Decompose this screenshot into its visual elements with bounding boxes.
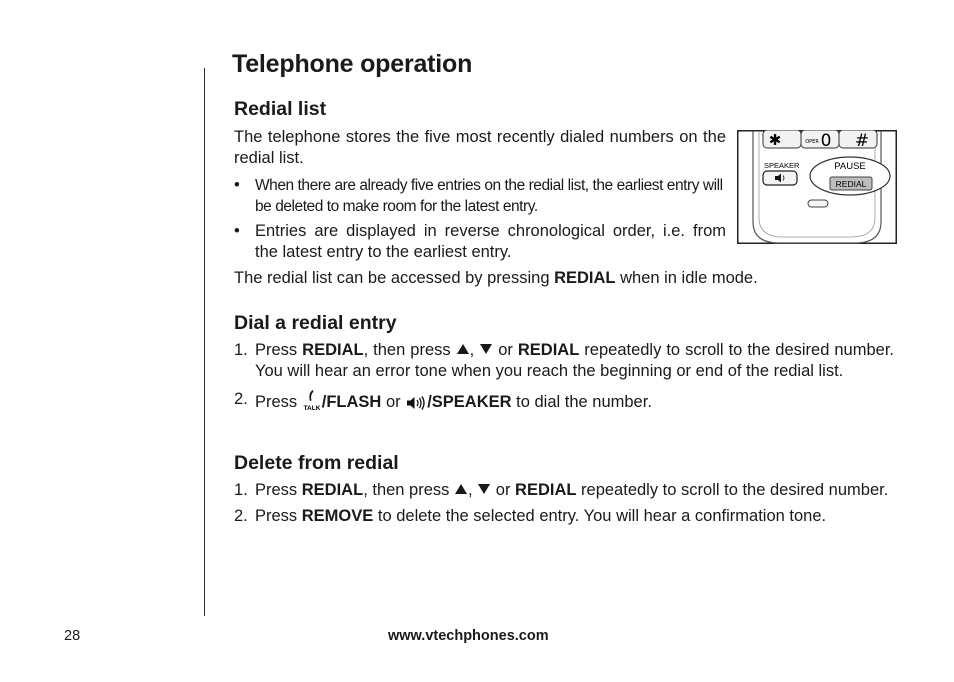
dial-redial-steps [234,340,894,413]
zero-key-label: 0 [820,131,832,151]
hash-key-label: # [854,131,870,151]
redial-list-heading: Redial list [234,98,327,120]
star-key-label: ✱ [768,131,782,149]
list-item [234,480,894,501]
text-fragment: , then press [363,341,456,359]
vertical-rule [204,68,205,616]
text-fragment: , [469,341,475,359]
down-arrow-icon [478,484,490,494]
website-url: www.vtechphones.com [388,628,549,644]
oper-key-label: OPER [805,139,819,145]
up-arrow-icon [455,484,467,494]
delete-redial-steps [234,480,894,527]
key-name: REDIAL [302,341,364,359]
redial-key-label: REDIAL [835,179,867,189]
text-fragment: Press [255,341,303,359]
key-name: REDIAL [515,481,577,499]
text-fragment: or [493,341,518,359]
page-title: Telephone operation [232,50,473,78]
key-name: REDIAL [517,341,580,359]
key-name: REMOVE [301,507,374,525]
step-number: 2. [234,507,248,525]
step-number: 1. [234,481,248,499]
page-number: 28 [64,628,81,644]
text-fragment: or [491,481,516,499]
key-name: /SPEAKER [427,393,512,411]
bullet-icon: • [234,222,240,240]
key-name: REDIAL [554,269,616,287]
handset-keypad-illustration [737,130,897,244]
list-item [234,221,726,263]
list-item [234,175,726,217]
down-arrow-icon [480,344,492,354]
pause-key-label: PAUSE [834,161,866,172]
text-fragment: Press [255,507,302,525]
key-name: REDIAL [301,481,364,499]
step-number: 1. [234,341,248,359]
text-fragment: to dial the number. [511,393,652,411]
text-fragment: when in idle mode. [615,269,758,287]
text-fragment: , then press [363,481,454,499]
text-fragment: repeatedly to scroll to the desired number. [576,481,889,499]
talk-icon [302,389,322,411]
dial-redial-heading: Dial a redial entry [234,312,397,334]
redial-list-bullets [234,175,726,263]
step-number: 2. [234,390,248,408]
key-name: /FLASH [321,393,382,411]
redial-access-text [234,268,758,289]
text-fragment: Press [255,481,302,499]
text-fragment: , [468,481,473,499]
text-fragment: to delete the selected entry. You will hear a confirmation tone. [373,507,827,525]
delete-redial-heading: Delete from redial [234,452,399,474]
text-fragment: Press [255,393,302,411]
list-item [234,506,894,527]
up-arrow-icon [457,344,469,354]
redial-list-intro: The telephone stores the five most recently dialed numbers on the redial list. [234,128,726,167]
list-item [234,387,894,413]
list-item [234,340,894,382]
speaker-key-label: SPEAKER [764,161,800,170]
bullet-text: When there are already five entries on the redial list, the earliest entry will be deleted to make room for the latest entry. [255,177,723,215]
bullet-icon: • [234,176,240,194]
talk-icon-label: TALK [303,405,321,411]
bullet-text: Entries are displayed in reverse chronological order, i.e. from the latest entry to the earliest entry. [255,222,726,261]
text-fragment: The redial list can be accessed by pressing [234,269,555,287]
text-fragment: or [381,393,406,411]
text-fragment: repeatedly to scroll to the desired number. You will hear an error tone when you reach the beginning or end of the redial list. [255,341,894,380]
speaker-icon [405,395,427,411]
